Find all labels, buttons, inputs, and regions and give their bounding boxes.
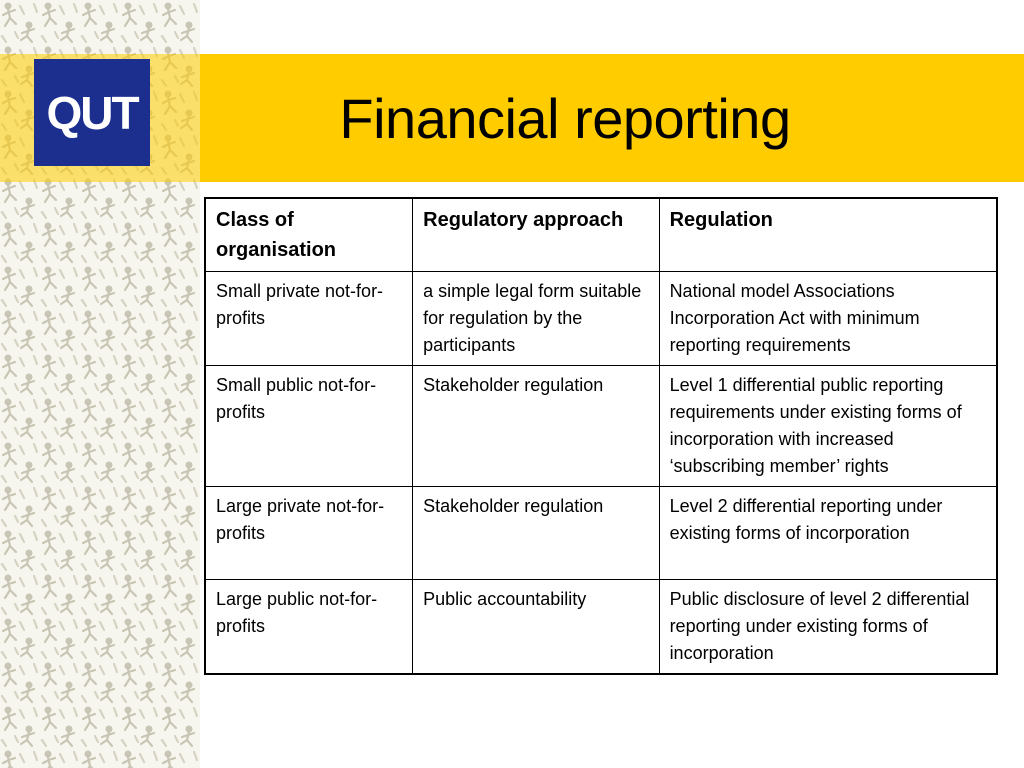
table-cell: a simple legal form suitable for regulation by the participants <box>413 272 659 366</box>
column-header-approach: Regulatory approach <box>413 198 659 272</box>
column-header-regulation: Regulation <box>659 198 997 272</box>
regulation-table <box>204 197 998 675</box>
table-row <box>205 366 997 487</box>
table-cell: Public accountability <box>413 580 659 675</box>
table-cell: National model Associations Incorporation Act with minimum reporting requirements <box>659 272 997 366</box>
table-cell: Large public not-for-profits <box>205 580 413 675</box>
table-row <box>205 272 997 366</box>
slide-title: Financial reporting <box>339 86 791 150</box>
column-header-class: Class of organisation <box>205 198 413 272</box>
table-row <box>205 580 997 675</box>
table-cell: Stakeholder regulation <box>413 487 659 580</box>
table-cell: Large private not-for-profits <box>205 487 413 580</box>
table-header-row <box>205 198 997 272</box>
table-cell: Stakeholder regulation <box>413 366 659 487</box>
table-cell: Level 2 differential reporting under existing forms of incorporation <box>659 487 997 580</box>
table-cell: Small private not-for-profits <box>205 272 413 366</box>
qut-logo <box>34 59 150 166</box>
table-cell: Level 1 differential public reporting requirements under existing forms of incorporation with increased ‘subscribing member’ rights <box>659 366 997 487</box>
table-row <box>205 487 997 580</box>
table-cell: Public disclosure of level 2 differential reporting under existing forms of incorporation <box>659 580 997 675</box>
svg-text:QUT: QUT <box>46 86 138 139</box>
table-cell: Small public not-for-profits <box>205 366 413 487</box>
